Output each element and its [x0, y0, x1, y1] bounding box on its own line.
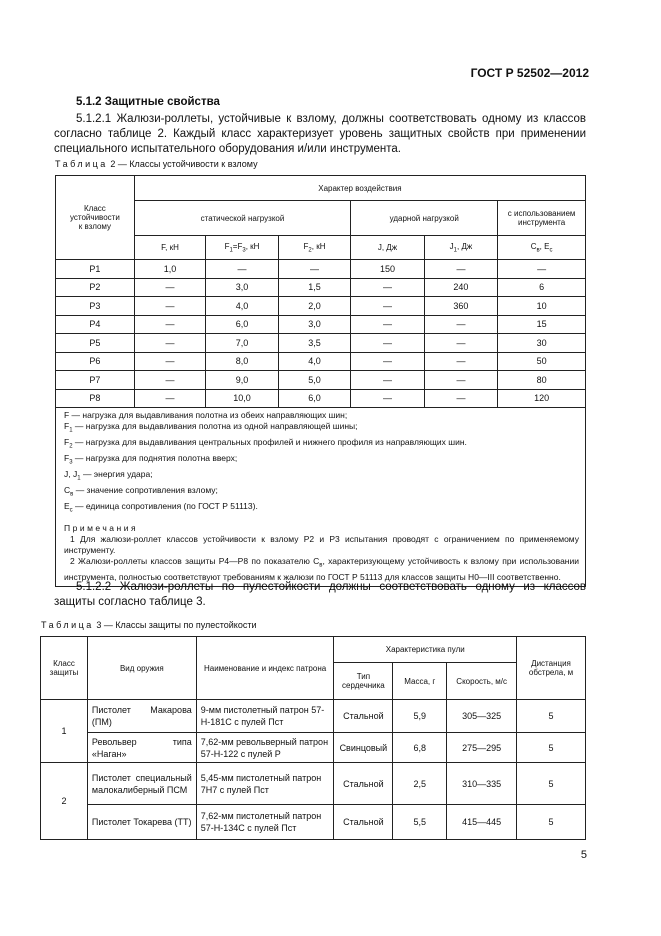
t3-cell-speed: 415—445 [447, 805, 517, 840]
t2-cell-J1: — [424, 352, 497, 371]
table2-caption [55, 159, 258, 169]
legend-F2: $F_2$ — нагрузка для выдавливания центральных профилей и нижнего профиля из направляющих шин. [64, 437, 467, 450]
t3-cell-mass: 2,5 [393, 763, 447, 805]
t2-body [56, 260, 586, 408]
section-title: 5.1.2 Защитные свойства [76, 96, 220, 108]
t2-tool-header: с использованием инструмента [498, 201, 586, 236]
t3-cell-ammo: 9-мм пистолетный патрон 57-Н-181С с пулей Пст [196, 700, 334, 733]
t2-cell-F2: 3,5 [278, 334, 350, 353]
t3-class-header: Класс защиты [41, 637, 88, 700]
t3-distance-header: Дистанция обстрела, м [517, 637, 586, 700]
t2-cell-F: — [134, 352, 205, 371]
t2-cell-J1: 360 [424, 297, 497, 316]
t2-cell-class: Р5 [56, 334, 135, 353]
t2-cell-C: 80 [498, 371, 586, 390]
table2 [55, 175, 586, 587]
t2-cell-F: — [134, 278, 205, 297]
legend-F3: $F_3$ — нагрузка для поднятия полотна вверх; [64, 452, 238, 466]
document-id: ГОСТ Р 52502—2012 [470, 66, 589, 80]
t2-col-J1: $J_1$, Дж [424, 236, 497, 260]
t2-static-header: статической нагрузкой [134, 201, 350, 236]
t3-cell-class: 2 [41, 763, 88, 840]
notes-title: Примечания [64, 522, 139, 533]
t2-cell-J1: — [424, 315, 497, 334]
t2-row [56, 278, 586, 297]
t2-cell-J: 150 [351, 260, 424, 279]
t3-cell-mass: 5,9 [393, 700, 447, 733]
paragraph-5-1-2-1: 5.1.2.1 Жалюзи-роллеты, устойчивые к взлому, должны соответствовать одному из классов согласно таблице 2. Каждый класс характеризует уровень защитных свойств при применении специального испытательного оборудования и/или инструмента. [54, 113, 586, 155]
t3-cell-ammo: 7,62-мм пистолетный патрон 57-Н-134С с пулей Пст [196, 805, 334, 840]
t2-cell-F1-F3: 7,0 [206, 334, 279, 353]
t2-cell-C: 15 [498, 315, 586, 334]
table2-caption-label: Таблица [55, 159, 108, 169]
t3-speed-header: Скорость, м/с [447, 663, 517, 700]
t2-cell-J: — [351, 371, 424, 390]
t3-cell-speed: 310—335 [447, 763, 517, 805]
t2-cell-F2: 4,0 [278, 352, 350, 371]
t2-cell-C: 120 [498, 389, 586, 408]
t2-row [56, 352, 586, 371]
t2-cell-J1: — [424, 389, 497, 408]
t2-cell-F1-F3: 9,0 [206, 371, 279, 390]
t3-cell-class: 1 [41, 700, 88, 763]
t3-cell-core: Стальной [334, 763, 393, 805]
table3-caption [41, 620, 257, 630]
t2-cell-F1-F3: — [206, 260, 279, 279]
t2-cell-J1: — [424, 260, 497, 279]
t2-row [56, 334, 586, 353]
t2-cell-F: — [134, 297, 205, 316]
t2-row [56, 315, 586, 334]
t2-cell-C: — [498, 260, 586, 279]
t2-cell-F: — [134, 315, 205, 334]
t3-cell-dist: 5 [517, 700, 586, 733]
t2-col-C-E: $C_в$, $E_с$ [498, 236, 586, 260]
t2-cell-F1-F3: 3,0 [206, 278, 279, 297]
t2-row [56, 389, 586, 408]
t2-cell-F1-F3: 10,0 [206, 389, 279, 408]
t2-col-F1-F3: $F_1=F_3$, кН [206, 236, 279, 260]
t3-row [41, 763, 586, 805]
t3-cell-dist: 5 [517, 763, 586, 805]
legend-J: J, $J_1$ — энергия удара; [64, 468, 153, 482]
t2-cell-F1-F3: 8,0 [206, 352, 279, 371]
t3-row [41, 805, 586, 840]
t2-cell-F1-F3: 4,0 [206, 297, 279, 316]
t3-cell-weapon: Пистолет Макарова (ПМ) [87, 700, 196, 733]
t2-cell-J: — [351, 315, 424, 334]
t2-row [56, 297, 586, 316]
table3-caption-label: Таблица [41, 620, 94, 630]
t2-cell-J: — [351, 334, 424, 353]
t2-cell-F1-F3: 6,0 [206, 315, 279, 334]
t3-cell-weapon: Пистолет Токарева (ТТ) [87, 805, 196, 840]
page-number: 5 [580, 849, 587, 861]
note-1: 1 Для жалюзи-роллет классов устойчивости к взлому Р2 и Р3 испытания проводят с ограничением по применяемому инструменту. [64, 533, 579, 555]
t2-cell-class: Р3 [56, 297, 135, 316]
legend-Ec: $E_с$ — единица сопротивления (по ГОСТ Р 51113). [64, 500, 258, 514]
t2-cell-class: Р2 [56, 278, 135, 297]
legend-F1: $F_1$ — нагрузка для выдавливания полотна из одной направляющей шины; [64, 421, 358, 434]
t3-cell-core: Стальной [334, 700, 393, 733]
t3-cell-weapon: Пистолет специальный малокалиберный ПСМ [87, 763, 196, 805]
t2-col-F2: $F_2$, кН [278, 236, 350, 260]
paragraph-5-1-2-2: 5.1.2.2 Жалюзи-роллеты по пулестойкости должны соответствовать одному из классов защиты согласно таблице 3. [54, 581, 586, 608]
t2-cell-F2: 1,5 [278, 278, 350, 297]
t2-row [56, 260, 586, 279]
table3 [40, 636, 586, 840]
t3-ammo-header: Наименование и индекс патрона [196, 637, 334, 700]
t2-cell-J1: 240 [424, 278, 497, 297]
legend-F: F — нагрузка для выдавливания полотна из обеих направляющих шин; [64, 410, 348, 420]
t3-cell-mass: 6,8 [393, 733, 447, 763]
t2-cell-F: 1,0 [134, 260, 205, 279]
t2-cell-J1: — [424, 334, 497, 353]
note-2: 2 Жалюзи-роллеты классов защиты Р4—Р8 по показателю $C_в$, характеризующему устойчивость к взлому при использовании инструмента, полностью соответствуют требованиям к жалюзи по ГОСТ Р 51113 для классов защиты Н0—III соответственно. [64, 556, 579, 583]
t2-cell-J: — [351, 389, 424, 408]
table3-caption-text: 3 — Классы защиты по пулестойкости [96, 620, 257, 630]
t2-impact-header: ударной нагрузкой [351, 201, 498, 236]
t2-cell-J: — [351, 352, 424, 371]
legend-Cw: $C_в$ — значение сопротивления взлому; [64, 484, 218, 498]
t2-cell-F2: — [278, 260, 350, 279]
t2-legend-notes [56, 408, 586, 587]
t2-cell-F: — [134, 389, 205, 408]
t2-cell-F2: 2,0 [278, 297, 350, 316]
t2-cell-J1: — [424, 371, 497, 390]
t3-bullet-header: Характеристика пули [334, 637, 517, 663]
t2-cell-class: Р8 [56, 389, 135, 408]
t3-cell-mass: 5,5 [393, 805, 447, 840]
t3-row [41, 700, 586, 733]
t2-cell-J: — [351, 297, 424, 316]
t2-class-header: Класс устойчивости к взлому [56, 176, 135, 260]
table2-caption-text: 2 — Классы устойчивости к взлому [110, 159, 258, 169]
t2-cell-C: 30 [498, 334, 586, 353]
t2-cell-class: Р4 [56, 315, 135, 334]
t2-cell-C: 50 [498, 352, 586, 371]
t3-weapon-header: Вид оружия [87, 637, 196, 700]
t2-group-header: Характер воздействия [134, 176, 585, 201]
t3-cell-core: Свинцовый [334, 733, 393, 763]
t3-cell-ammo: 7,62-мм револьверный патрон 57-Н-122 с пулей Р [196, 733, 334, 763]
t2-col-F: F, кН [134, 236, 205, 260]
t2-col-J: J, Дж [351, 236, 424, 260]
t2-cell-F: — [134, 334, 205, 353]
t3-mass-header: Масса, г [393, 663, 447, 700]
t2-cell-F2: 5,0 [278, 371, 350, 390]
t2-cell-class: Р1 [56, 260, 135, 279]
t2-cell-F2: 3,0 [278, 315, 350, 334]
t3-cell-speed: 305—325 [447, 700, 517, 733]
t3-cell-ammo: 5,45-мм пистолетный патрон 7Н7 с пулей Пст [196, 763, 334, 805]
t3-cell-dist: 5 [517, 733, 586, 763]
t2-cell-C: 10 [498, 297, 586, 316]
t3-row [41, 733, 586, 763]
t3-cell-weapon: Револьвер типа «Наган» [87, 733, 196, 763]
t2-cell-C: 6 [498, 278, 586, 297]
t2-cell-class: Р6 [56, 352, 135, 371]
t2-cell-class: Р7 [56, 371, 135, 390]
t3-cell-core: Стальной [334, 805, 393, 840]
t2-cell-F: — [134, 371, 205, 390]
t2-cell-F2: 6,0 [278, 389, 350, 408]
t3-cell-dist: 5 [517, 805, 586, 840]
t3-cell-speed: 275—295 [447, 733, 517, 763]
t2-row [56, 371, 586, 390]
t2-cell-J: — [351, 278, 424, 297]
t3-core-header: Тип сердечника [334, 663, 393, 700]
t3-body [41, 700, 586, 840]
